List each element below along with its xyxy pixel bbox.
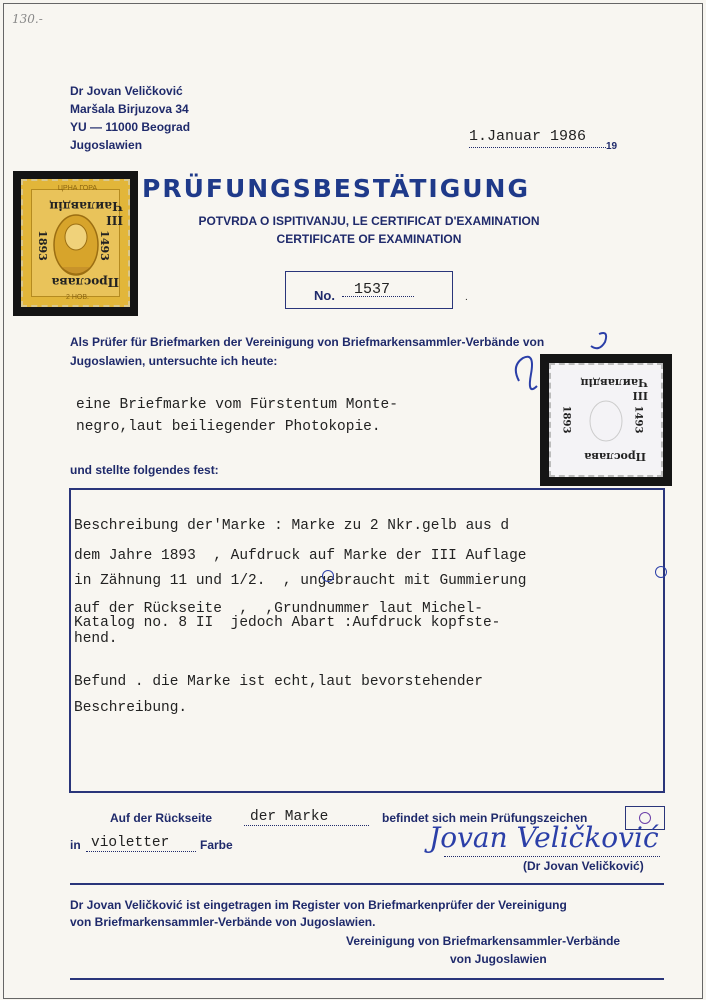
date-line <box>469 147 606 148</box>
number-label: No. <box>314 288 335 303</box>
certificate-number-box <box>285 271 453 309</box>
ink-color-typed: violetter <box>91 835 170 851</box>
photocopy-overprint-bottom: Прослава <box>584 450 646 463</box>
stamp-year-right: 1493 <box>97 230 111 261</box>
footer-divider <box>70 883 664 885</box>
back-typed-location: der Marke <box>250 809 329 825</box>
description-line-7: Befund . die Marke ist echt,laut bevorstehender <box>74 674 483 690</box>
photocopy-signature-mark <box>509 326 619 416</box>
ink-farbe-label: Farbe <box>200 838 233 852</box>
description-line-2: dem Jahre 1893 , Aufdruck auf Marke der III Auflage <box>74 548 527 564</box>
date-year-prefix: 19 <box>606 141 618 152</box>
examiner-mark-2 <box>322 570 334 582</box>
stamp-year-left: 1893 <box>35 230 49 261</box>
description-line-1: Beschreibung der'Marke : Marke zu 2 Nkr.gelb aus d <box>74 518 510 534</box>
examiner-signature: Jovan Veličković <box>429 821 659 854</box>
sender-name: Dr Jovan Veličković <box>70 84 183 98</box>
signature-caption: (Dr Jovan Veličković) <box>523 859 644 873</box>
footer-org-2: von Jugoslawien <box>450 952 547 966</box>
sender-country: Jugoslawien <box>70 138 143 152</box>
footer-line-1: Dr Jovan Veličković ist eingetragen im Register von Briefmarkenprüfer der Vereinigung <box>70 898 567 912</box>
certificate-title: PRÜFUNGSBESTÄTIGUNG <box>142 174 530 203</box>
dot-mark: . <box>465 292 468 303</box>
description-line-8: Beschreibung. <box>74 700 188 716</box>
findings-label: und stellte folgendes fest: <box>70 463 219 477</box>
intro-line-2: Jugoslawien, untersuchte ich heute: <box>70 354 278 368</box>
back-text-part-2: befindet sich mein Prüfungszeichen <box>382 811 588 825</box>
subtitle-multilingual: POTVRDA O ISPITIVANJU, LE CERTIFICAT D'EXAMINATION <box>198 214 540 228</box>
stamp-overprint-top: III Чаилавдіц <box>49 199 123 227</box>
date-typed: 1.Januar 1986 <box>469 128 587 145</box>
examiner-mark-1 <box>655 566 667 578</box>
stamp-value: 2 НОВ. <box>66 294 89 301</box>
stamp-country: ЦРНА ГОРА <box>57 185 98 192</box>
description-line-3: in Zähnung 11 und 1/2. , ungebraucht mit Gummierung <box>74 573 527 589</box>
footer-line-2: von Briefmarkensammler-Verbände von Jugoslawien. <box>70 915 376 929</box>
description-box <box>69 488 665 793</box>
item-line-1: eine Briefmarke vom Fürstentum Monte- <box>76 397 398 413</box>
photocopy-year-left: 1893 <box>560 405 572 434</box>
sender-address <box>70 82 190 154</box>
back-text-part-1: Auf der Rückseite <box>110 811 213 825</box>
subtitle-english: CERTIFICATE OF EXAMINATION <box>276 232 462 246</box>
ink-in-label: in <box>70 838 81 852</box>
photocopy-overprint-top: III Чаилавдіц <box>580 376 648 402</box>
description-line-6: hend. <box>74 631 118 647</box>
stamp-mount <box>13 171 138 316</box>
number-value: 1537 <box>354 281 391 298</box>
photocopy-year-right: 1493 <box>632 405 644 434</box>
stamp-montenegro <box>21 179 130 307</box>
intro-line-1: Als Prüfer für Briefmarken der Vereinigung von Briefmarkensammler-Verbände von <box>70 335 545 349</box>
certificate-page <box>3 3 703 999</box>
footer-bottom-divider <box>70 978 664 980</box>
sender-street: Maršala Birjuzova 34 <box>70 102 189 116</box>
footer-org-1: Vereinigung von Briefmarkensammler-Verbände <box>346 934 621 948</box>
description-line-5: Katalog no. 8 II jedoch Abart :Aufdruck kopfste- <box>74 615 501 631</box>
stamp-overprint-bottom: Прослава <box>51 275 119 289</box>
pencil-note: 130.- <box>12 12 43 26</box>
item-line-2: negro,laut beiliegender Photokopie. <box>76 419 381 435</box>
sender-city: YU — 11000 Beograd <box>70 120 191 134</box>
description-line-4: auf der Rückseite , ,Grundnummer laut Michel- <box>74 601 483 617</box>
